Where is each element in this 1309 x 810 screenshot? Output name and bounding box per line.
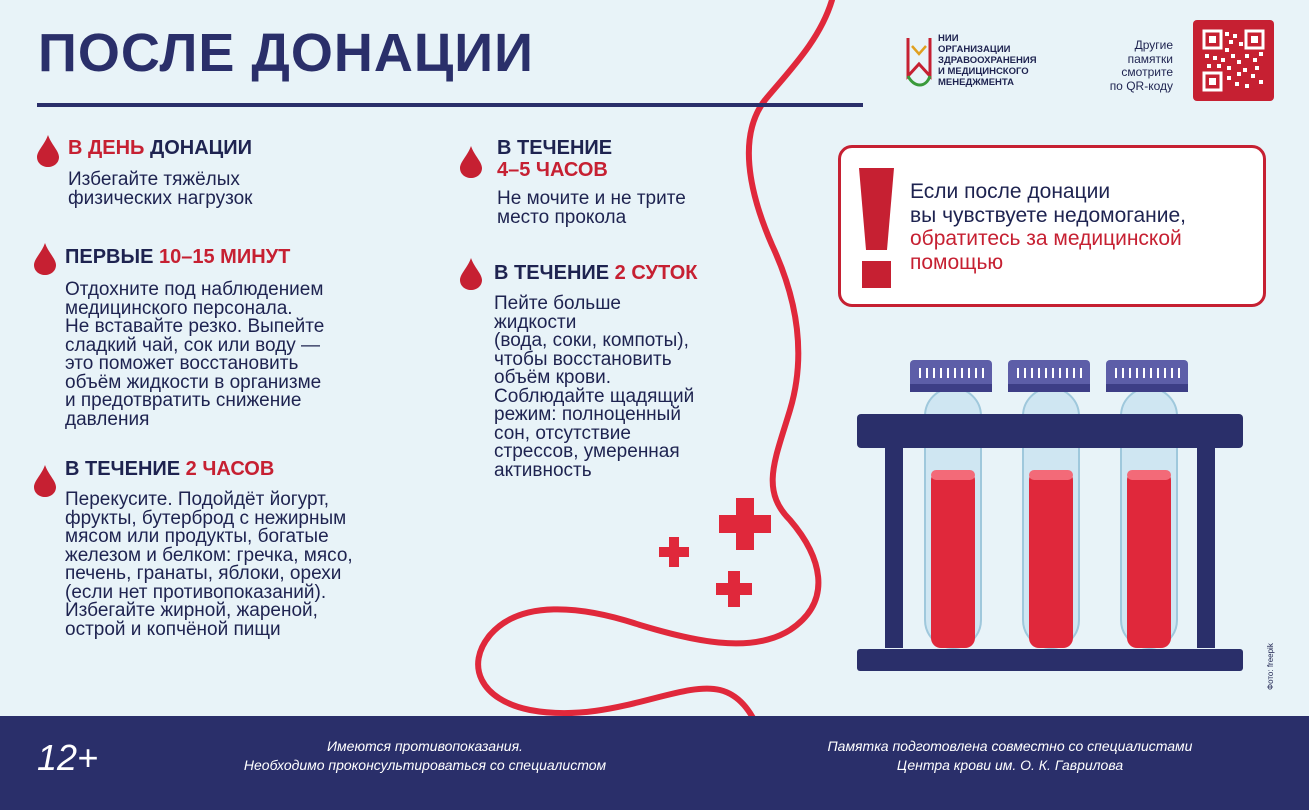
section-body-day: Избегайте тяжёлых физических нагрузок	[68, 169, 253, 209]
section-heading-first-minutes: ПЕРВЫЕ 10–15 МИНУТ	[65, 246, 291, 268]
medical-cross-icon	[716, 571, 752, 607]
institute-logo-text: НИИ ОРГАНИЗАЦИИ ЗДРАВООХРАНЕНИЯ И МЕДИЦИНСКОГО МЕНЕДЖМЕНТА	[938, 33, 1037, 88]
blood-drop-icon	[34, 465, 56, 497]
warning-text: Если после донации вы чувствуете недомогание, обратитесь за медицинской помощью	[910, 180, 1186, 274]
section-heading-two-hours: В ТЕЧЕНИЕ 2 ЧАСОВ	[65, 458, 275, 480]
section-heading-two-days: В ТЕЧЕНИЕ 2 СУТОК	[494, 262, 698, 284]
blood-drop-icon	[460, 258, 482, 290]
page-title: ПОСЛЕ ДОНАЦИИ	[38, 23, 534, 83]
qr-code-icon	[1203, 30, 1264, 91]
photo-credit: Фото: freepik	[1266, 643, 1275, 690]
contraindications-note: Имеются противопоказания. Необходимо проконсультироваться со специалистом	[243, 738, 607, 773]
blood-drop-icon	[37, 135, 59, 167]
section-body-two-days: Пейте больше жидкости (вода, соки, компоты), чтобы восстановить объём крови. Соблюдайте щадящий режим: полноценный сон, отсутствие стрессов, умеренная активность	[494, 293, 695, 481]
title-divider	[37, 103, 863, 107]
medical-cross-icon	[719, 498, 771, 550]
blood-drop-icon	[460, 146, 482, 178]
qr-code[interactable]	[1193, 20, 1274, 101]
exclamation-icon	[859, 168, 894, 288]
section-heading-four-hours: В ТЕЧЕНИЕ 4–5 ЧАСОВ	[497, 137, 613, 181]
blood-drop-icon	[34, 243, 56, 275]
section-heading-day: В ДЕНЬ ДОНАЦИИ	[68, 137, 253, 159]
section-body-first-minutes: Отдохните под наблюдением медицинского персонала. Не вставайте резко. Выпейте сладкий чай, сок или воду — это поможет восстановить объём жидкости в организме и предотвратить снижение давления	[65, 279, 325, 430]
section-body-four-hours: Не мочите и не трите место прокола	[497, 188, 686, 228]
prepared-by-note: Памятка подготовлена совместно со специалистами Центра крови им. О. К. Гаврилова	[827, 738, 1193, 773]
institute-logo-icon	[904, 36, 934, 96]
qr-caption: Другие памятки смотрите по QR-коду	[1109, 38, 1173, 93]
medical-cross-icon	[659, 537, 689, 567]
section-body-two-hours: Перекусите. Подойдёт йогурт, фрукты, бутерброд с нежирным мясом или продукты, богатые железом и белком: гречка, мясо, печень, гранаты, яблоки, орехи (если нет противопоказаний). Избегайте жирной, жареной, острой и копчёной пищи	[65, 489, 353, 640]
test-tubes-illustration	[855, 358, 1255, 678]
age-rating: 12+	[37, 737, 99, 778]
